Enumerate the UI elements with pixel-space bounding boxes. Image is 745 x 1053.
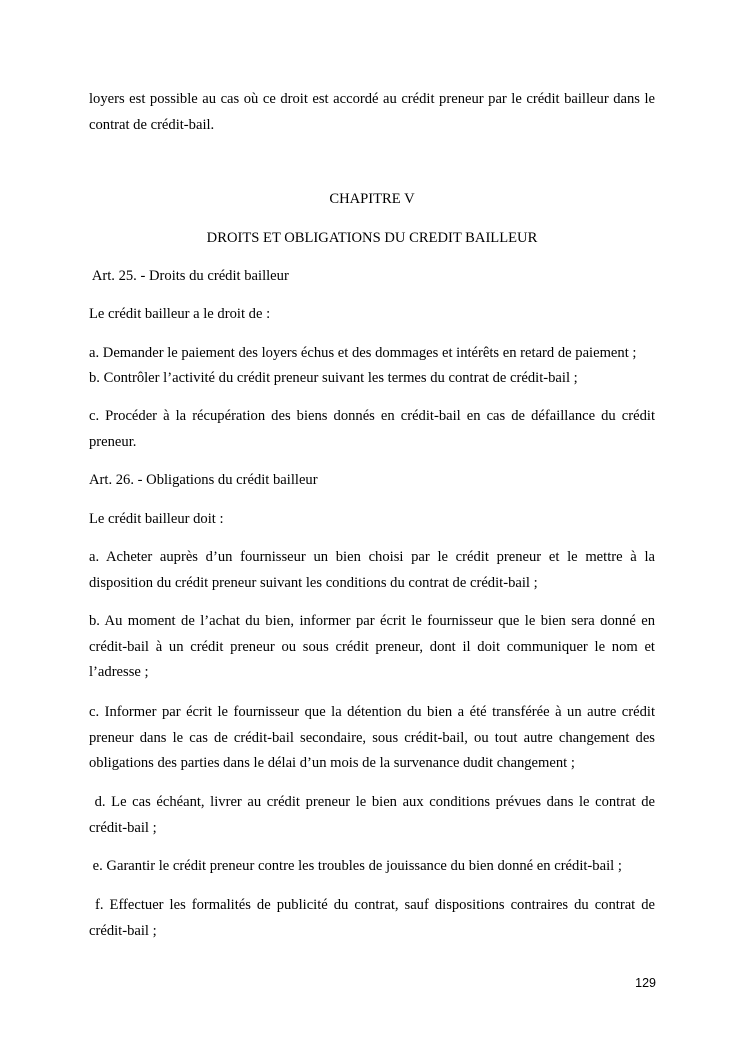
chapter-subtitle: DROITS ET OBLIGATIONS DU CREDIT BAILLEUR — [206, 230, 538, 246]
art26-intro: Le crédit bailleur doit : — [89, 511, 224, 527]
art26-item-f: f. Effectuer les formalités de publicité du contrat, sauf dispositions contraires du contrat de crédit-bail ; — [89, 897, 659, 939]
intro-paragraph: loyers est possible au cas où ce droit est accordé au crédit preneur par le crédit bailleur dans le contrat de crédit-bail. — [89, 91, 655, 133]
page-number: 129 — [635, 976, 656, 990]
art26-item-c: c. Informer par écrit le fournisseur que la détention du bien a été transférée à un autre crédit preneur dans le cas de crédit-bail secondaire, sous crédit-bail, ou tout autre changement des obligations des parties dans le délai d’un mois de la survenance dudit changement ; — [89, 704, 655, 771]
chapter-title: CHAPITRE V — [329, 191, 415, 207]
art25-item-c: c. Procéder à la récupération des biens donnés en crédit-bail en cas de défaillance du crédit preneur. — [89, 408, 655, 450]
art26-item-e: e. Garantir le crédit preneur contre les troubles de jouissance du bien donné en crédit-bail ; — [89, 858, 622, 874]
art26-item-b: b. Au moment de l’achat du bien, informer par écrit le fournisseur que le bien sera donné en crédit-bail à un crédit preneur ou sous crédit preneur, dont il doit communiquer le nom et l’adresse ; — [89, 613, 655, 680]
art26-item-a: a. Acheter auprès d’un fournisseur un bien choisi par le crédit preneur et le mettre à la disposition du crédit preneur suivant les conditions du contrat de crédit-bail ; — [89, 549, 655, 591]
art25-intro: Le crédit bailleur a le droit de : — [89, 306, 271, 322]
art25-heading: Art. 25. - Droits du crédit bailleur — [89, 268, 289, 284]
art25-item-a: a. Demander le paiement des loyers échus et des dommages et intérêts en retard de paiement ; — [89, 345, 637, 361]
art26-heading: Art. 26. - Obligations du crédit bailleur — [89, 472, 318, 488]
art25-item-b: b. Contrôler l’activité du crédit preneur suivant les termes du contrat de crédit-bail ; — [89, 370, 578, 386]
art26-item-d: d. Le cas échéant, livrer au crédit preneur le bien aux conditions prévues dans le contrat de crédit-bail ; — [89, 794, 659, 836]
